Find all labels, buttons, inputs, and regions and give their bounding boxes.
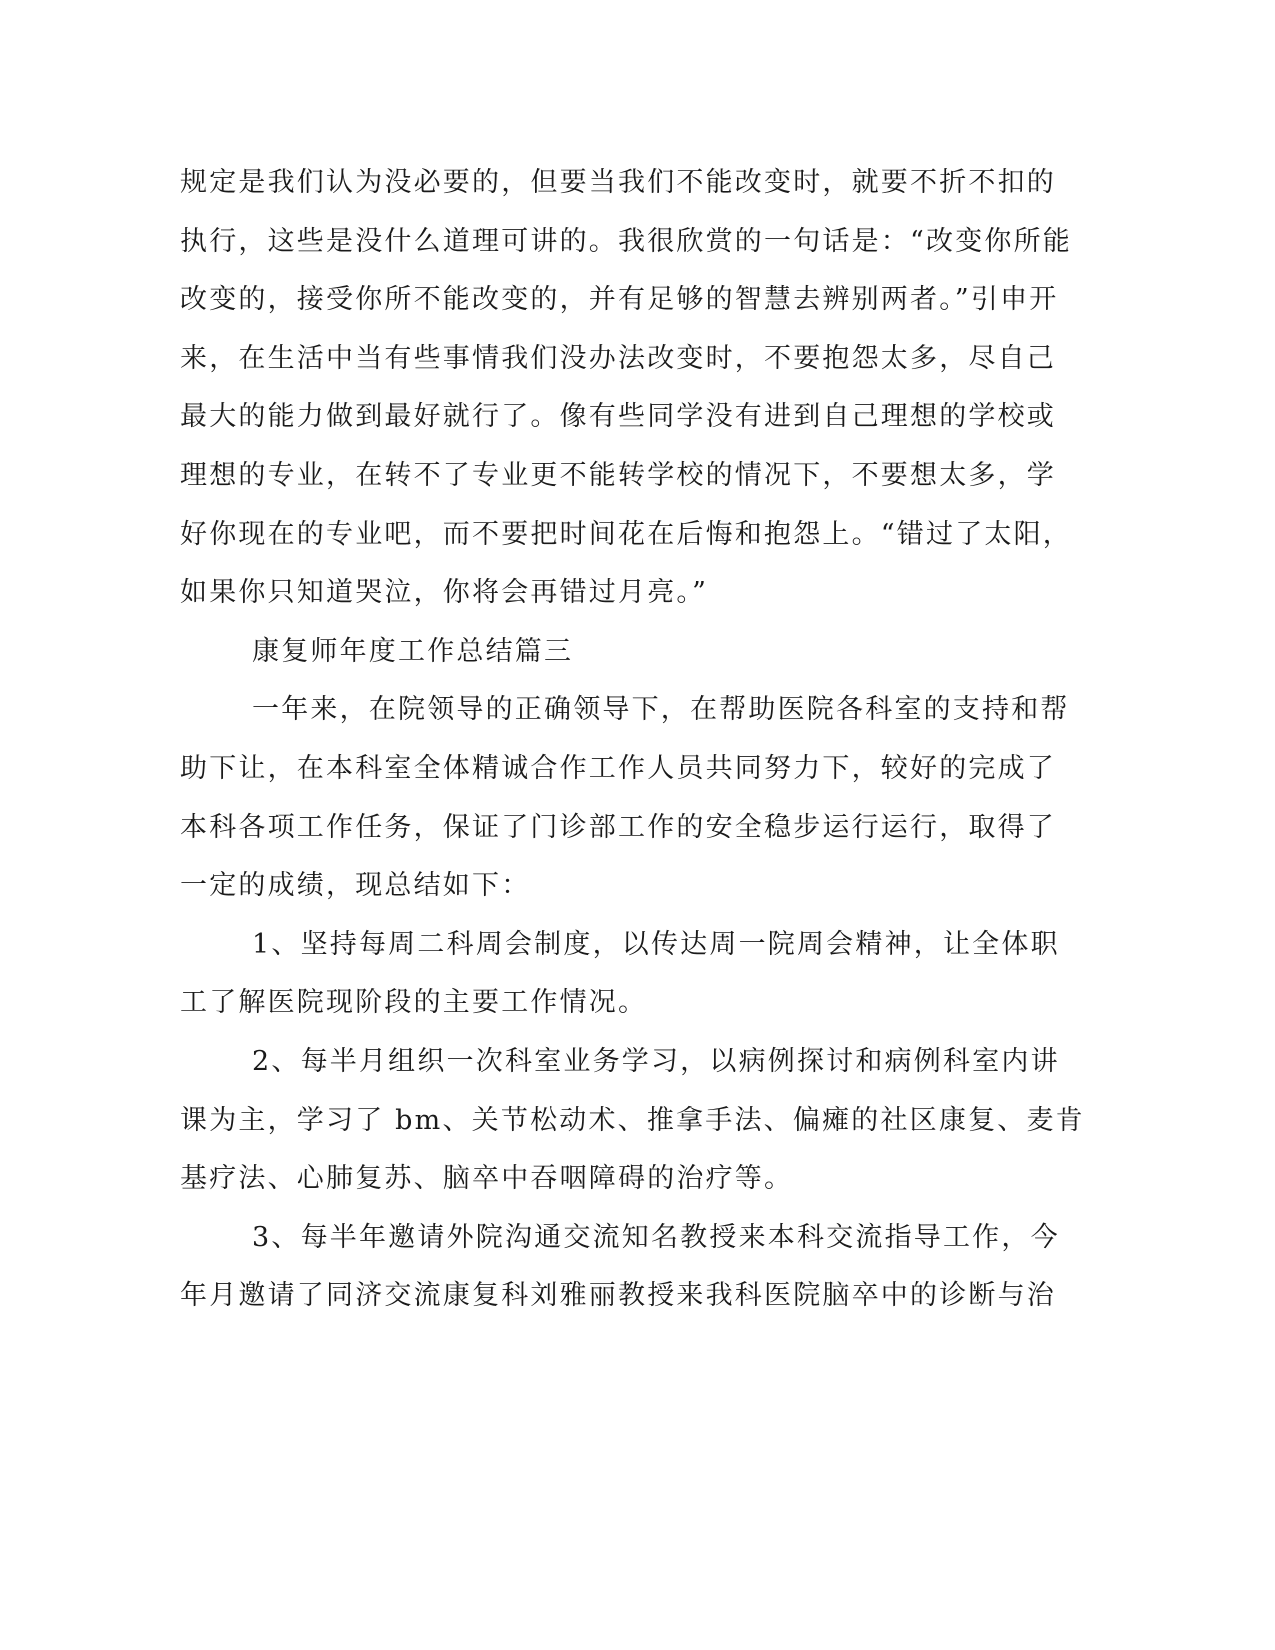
section-heading: 康复师年度工作总结篇三 [252,635,574,667]
text-line: 基疗法、心肺复苏、脑卒中吞咽障碍的治疗等。 [180,1163,794,1195]
text-line: 来，在生活中当有些事情我们没办法改变时，不要抱怨太多，尽自己 [180,342,1056,374]
text-line: 好你现在的专业吧，而不要把时间花在后悔和抱怨上。“错过了太阳， [180,518,1073,550]
text-line: 理想的专业，在转不了专业更不能转学校的情况下，不要想太多，学 [180,459,1056,491]
text-line: 课为主，学习了 bm、关节松动术、推拿手法、偏瘫的社区康复、麦肯 [180,1104,1085,1136]
text-line: 3、每半年邀请外院沟通交流知名教授来本科交流指导工作，今 [252,1221,1060,1253]
text-line: 1、坚持每周二科周会制度，以传达周一院周会精神，让全体职 [252,928,1060,960]
text-line: 年月邀请了同济交流康复科刘雅丽教授来我科医院脑卒中的诊断与治 [180,1280,1056,1312]
text-line: 工了解医院现阶段的主要工作情况。 [180,987,648,1019]
text-line: 改变的，接受你所不能改变的，并有足够的智慧去辨别两者。”引申开 [180,284,1059,316]
text-line: 最大的能力做到最好就行了。像有些同学没有进到自己理想的学校或 [180,401,1056,433]
text-line: 如果你只知道哭泣，你将会再错过月亮。” [180,577,709,609]
text-line: 一定的成绩，现总结如下： [180,870,531,902]
text-line: 执行，这些是没什么道理可讲的。我很欣赏的一句话是：“改变你所能 [180,225,1073,257]
document-body [180,154,1085,1326]
text-line: 助下让，在本科室全体精诚合作工作人员共同努力下，较好的完成了 [180,752,1056,784]
text-line: 一年来，在院领导的正确领导下，在帮助医院各科室的支持和帮 [252,694,1070,726]
text-line: 2、每半月组织一次科室业务学习，以病例探讨和病例科室内讲 [252,1045,1060,1077]
text-line: 本科各项工作任务，保证了门诊部工作的安全稳步运行运行，取得了 [180,811,1056,843]
text-line: 规定是我们认为没必要的，但要当我们不能改变时，就要不折不扣的 [180,167,1056,198]
